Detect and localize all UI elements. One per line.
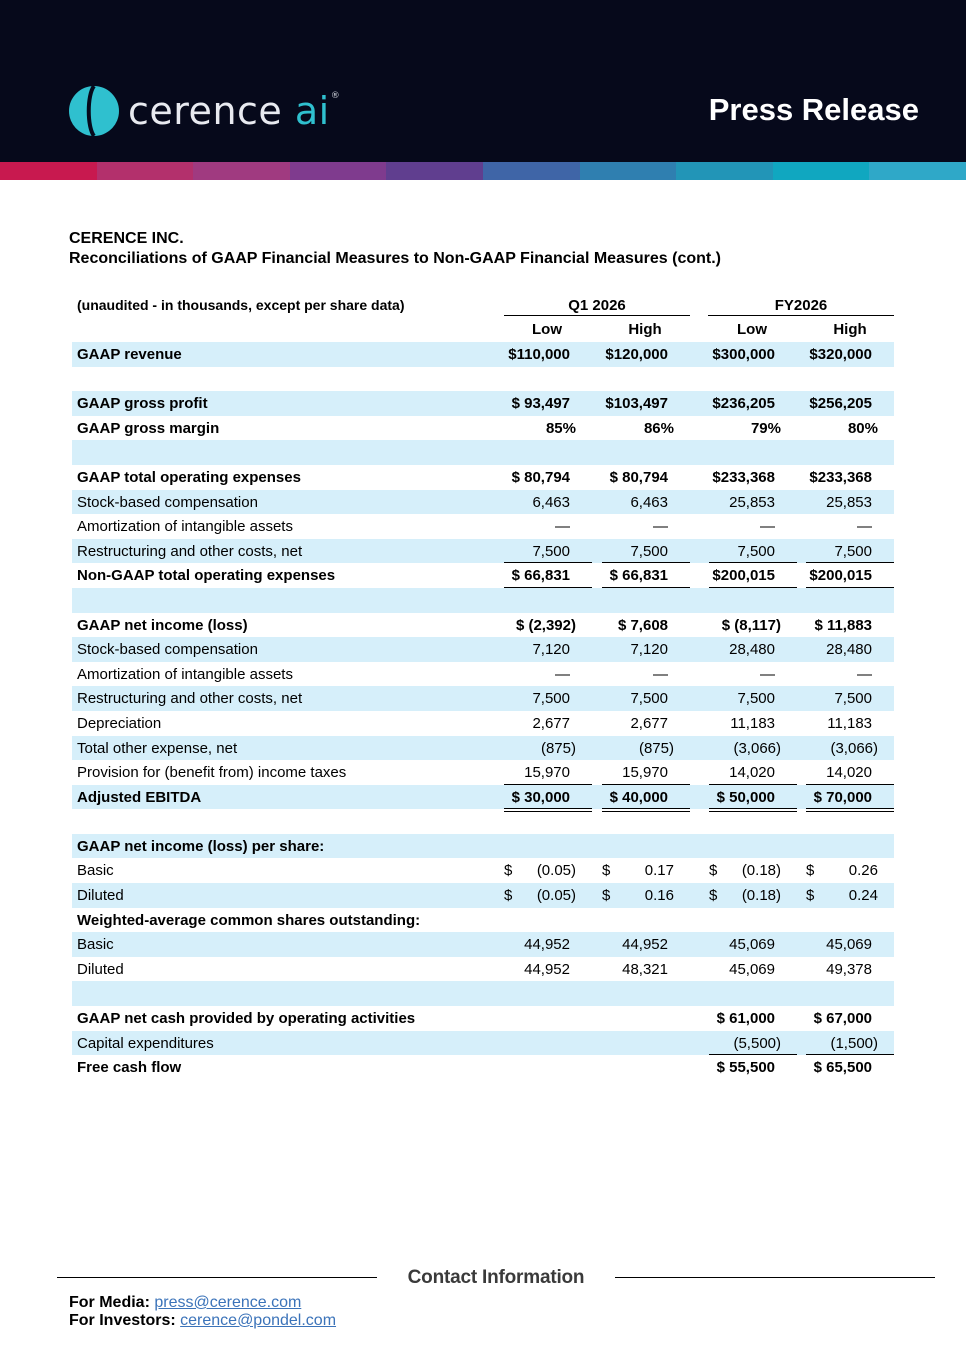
table-row bbox=[72, 711, 894, 736]
row-value: 7,500 bbox=[737, 542, 775, 560]
group-underline-q1 bbox=[504, 315, 690, 316]
row-label: Weighted-average common shares outstanding: bbox=[77, 911, 421, 929]
dollar-sign: $ bbox=[806, 887, 815, 905]
dollar-sign: $ bbox=[602, 887, 611, 905]
row-label: Stock-based compensation bbox=[77, 641, 258, 659]
band-segment bbox=[97, 162, 194, 180]
row-value: 7,500 bbox=[532, 690, 570, 708]
company-name: CERENCE INC. bbox=[69, 230, 184, 247]
row-value: 11,183 bbox=[827, 714, 872, 732]
row-label: Amortization of intangible assets bbox=[77, 665, 293, 683]
row-value: — bbox=[857, 665, 872, 683]
table-row bbox=[72, 367, 894, 392]
row-value: $103,497 bbox=[605, 395, 668, 413]
row-label: Basic bbox=[77, 936, 114, 954]
row-value: 44,952 bbox=[524, 936, 570, 954]
dollar-sign: $ bbox=[602, 862, 611, 880]
band-segment bbox=[869, 162, 966, 180]
row-value: 79% bbox=[750, 419, 781, 437]
row-value: $256,205 bbox=[809, 395, 872, 413]
dollar-sign: $ bbox=[806, 862, 815, 880]
row-value: 0.16 bbox=[644, 887, 674, 905]
row-label: Stock-based compensation bbox=[77, 493, 258, 511]
row-value: (1,500) bbox=[830, 1034, 878, 1052]
page-title: Press Release bbox=[708, 92, 919, 127]
row-value: $ (8,117) bbox=[721, 616, 781, 634]
row-value: (875) bbox=[638, 739, 674, 757]
row-value: 15,970 bbox=[524, 764, 570, 782]
media-label: For Media: bbox=[69, 1294, 150, 1311]
table-row bbox=[72, 391, 894, 416]
row-value: 2,677 bbox=[630, 714, 668, 732]
row-label: GAAP gross profit bbox=[77, 395, 208, 413]
table-row bbox=[72, 736, 894, 761]
row-label: Provision for (benefit from) income taxes bbox=[77, 764, 347, 782]
group-header-q1: Q1 2026 bbox=[568, 297, 626, 314]
col-header-fy-low: Low bbox=[737, 321, 767, 338]
table-row bbox=[72, 1031, 894, 1056]
row-value: (875) bbox=[540, 739, 576, 757]
row-label: GAAP net cash provided by operating activities bbox=[77, 1010, 416, 1028]
row-value: (5,500) bbox=[733, 1034, 781, 1052]
row-value: (0.05) bbox=[536, 887, 576, 905]
table-row bbox=[72, 908, 894, 933]
row-label: GAAP net income (loss) bbox=[77, 616, 248, 634]
row-label: Diluted bbox=[77, 960, 124, 978]
color-band bbox=[0, 162, 966, 180]
row-value: 0.24 bbox=[848, 887, 878, 905]
table-row bbox=[72, 809, 894, 834]
row-value: $ 55,500 bbox=[716, 1059, 775, 1077]
row-value: $120,000 bbox=[605, 346, 668, 363]
row-value: $ 61,000 bbox=[716, 1010, 775, 1028]
row-value: — bbox=[653, 665, 668, 683]
band-segment bbox=[386, 162, 483, 180]
contact-title: Contact Information bbox=[407, 1267, 585, 1288]
row-value: $ 40,000 bbox=[609, 788, 668, 806]
table-row bbox=[72, 858, 894, 883]
table-row bbox=[72, 834, 894, 859]
row-value: $ 7,608 bbox=[617, 616, 668, 634]
row-value: — bbox=[857, 518, 872, 536]
table-row bbox=[72, 1055, 894, 1080]
row-value: $ 66,831 bbox=[609, 567, 668, 585]
band-segment bbox=[483, 162, 580, 180]
row-value: — bbox=[555, 665, 570, 683]
table-row bbox=[72, 588, 894, 613]
table-row bbox=[72, 490, 894, 515]
row-value: 7,500 bbox=[532, 542, 570, 560]
row-value: $ (2,392) bbox=[515, 616, 576, 634]
row-value: 80% bbox=[847, 419, 878, 437]
row-value: $ 80,794 bbox=[609, 468, 668, 486]
divider-left bbox=[57, 1277, 377, 1278]
row-value: $ 93,497 bbox=[511, 395, 570, 413]
row-label: Adjusted EBITDA bbox=[77, 788, 202, 806]
col-header-q1-high: High bbox=[628, 321, 662, 338]
band-segment bbox=[290, 162, 387, 180]
row-value: 0.26 bbox=[848, 862, 878, 880]
row-value: 7,500 bbox=[834, 542, 872, 560]
cerence-mark-icon bbox=[68, 85, 120, 137]
divider-right bbox=[615, 1277, 935, 1278]
table-row bbox=[72, 563, 894, 588]
row-value: 7,500 bbox=[737, 690, 775, 708]
investors-email-link[interactable]: cerence@pondel.com bbox=[180, 1312, 337, 1329]
media-contact bbox=[69, 1294, 301, 1312]
row-value: $110,000 bbox=[508, 346, 570, 363]
row-value: — bbox=[760, 665, 775, 683]
band-segment bbox=[580, 162, 677, 180]
row-label: GAAP net income (loss) per share: bbox=[77, 837, 325, 855]
row-value: 28,480 bbox=[729, 641, 775, 659]
table-row bbox=[72, 514, 894, 539]
row-label: Restructuring and other costs, net bbox=[77, 690, 303, 708]
band-segment bbox=[193, 162, 290, 180]
row-value: $233,368 bbox=[712, 468, 775, 486]
group-header-fy: FY2026 bbox=[774, 297, 828, 314]
row-value: 6,463 bbox=[630, 493, 668, 511]
row-value: 7,120 bbox=[630, 641, 668, 659]
row-value: 14,020 bbox=[826, 764, 872, 782]
row-value: $ 67,000 bbox=[813, 1010, 872, 1028]
row-value: 44,952 bbox=[622, 936, 668, 954]
row-label: GAAP revenue bbox=[77, 346, 182, 363]
table-row bbox=[72, 760, 894, 785]
row-value: 48,321 bbox=[622, 960, 668, 978]
investors-contact bbox=[69, 1312, 336, 1330]
row-label: GAAP total operating expenses bbox=[77, 468, 301, 486]
row-value: (0.18) bbox=[741, 862, 781, 880]
row-label: Basic bbox=[77, 862, 114, 880]
row-value: $320,000 bbox=[809, 346, 872, 363]
row-value: $200,015 bbox=[809, 567, 872, 585]
table-row bbox=[72, 883, 894, 908]
row-value: 7,500 bbox=[834, 690, 872, 708]
row-value: 45,069 bbox=[729, 936, 775, 954]
row-value: $ 66,831 bbox=[511, 567, 570, 585]
row-value: 45,069 bbox=[826, 936, 872, 954]
table-row bbox=[72, 342, 894, 367]
row-value: 25,853 bbox=[826, 493, 872, 511]
row-value: — bbox=[555, 518, 570, 536]
row-label: GAAP gross margin bbox=[77, 419, 220, 437]
row-value: 2,677 bbox=[532, 714, 570, 732]
band-segment bbox=[0, 162, 97, 180]
row-value: — bbox=[760, 518, 775, 536]
row-label: Free cash flow bbox=[77, 1059, 182, 1077]
row-value: 7,500 bbox=[630, 690, 668, 708]
row-value: (0.05) bbox=[536, 862, 576, 880]
band-segment bbox=[773, 162, 870, 180]
table-row bbox=[72, 416, 894, 441]
row-value: 25,853 bbox=[729, 493, 775, 511]
row-label: Depreciation bbox=[77, 714, 162, 732]
row-value: 11,183 bbox=[730, 714, 775, 732]
table-row bbox=[72, 1006, 894, 1031]
row-value: 86% bbox=[643, 419, 674, 437]
header-banner bbox=[0, 0, 966, 162]
row-value: (3,066) bbox=[830, 739, 878, 757]
cerence-logo bbox=[68, 85, 340, 137]
col-header-q1-low: Low bbox=[532, 321, 562, 338]
row-value: — bbox=[653, 518, 668, 536]
band-segment bbox=[676, 162, 773, 180]
table-row bbox=[72, 637, 894, 662]
dollar-sign: $ bbox=[504, 887, 513, 905]
row-label: Restructuring and other costs, net bbox=[77, 542, 303, 560]
dollar-sign: $ bbox=[709, 887, 718, 905]
row-value: 45,069 bbox=[729, 960, 775, 978]
row-value: $233,368 bbox=[809, 468, 872, 486]
table-row bbox=[72, 957, 894, 982]
report-subtitle: Reconciliations of GAAP Financial Measures to Non-GAAP Financial Measures (cont.) bbox=[69, 250, 721, 267]
row-value: 7,120 bbox=[532, 641, 570, 659]
group-underline-fy bbox=[708, 315, 894, 316]
table-note: (unaudited - in thousands, except per share data) bbox=[77, 297, 405, 313]
table-row bbox=[72, 662, 894, 687]
row-value: 85% bbox=[545, 419, 576, 437]
row-value: 14,020 bbox=[729, 764, 775, 782]
dollar-sign: $ bbox=[709, 862, 718, 880]
row-value: $300,000 bbox=[712, 346, 775, 363]
row-label: Amortization of intangible assets bbox=[77, 518, 293, 536]
table-row bbox=[72, 539, 894, 564]
table-row bbox=[72, 440, 894, 465]
table-row bbox=[72, 465, 894, 490]
row-value: 28,480 bbox=[826, 641, 872, 659]
logo-wordmark: cerence ai® bbox=[128, 89, 341, 133]
row-value: $200,015 bbox=[712, 567, 775, 585]
table-row bbox=[72, 613, 894, 638]
row-value: (3,066) bbox=[733, 739, 781, 757]
row-value: 49,378 bbox=[826, 960, 872, 978]
col-header-fy-high: High bbox=[833, 321, 867, 338]
row-value: $ 65,500 bbox=[813, 1059, 872, 1077]
dollar-sign: $ bbox=[504, 862, 513, 880]
media-email-link[interactable]: press@cerence.com bbox=[154, 1294, 302, 1311]
row-value: 15,970 bbox=[622, 764, 668, 782]
row-label: Total other expense, net bbox=[77, 739, 238, 757]
table-row bbox=[72, 686, 894, 711]
row-value: 6,463 bbox=[532, 493, 570, 511]
investors-label: For Investors: bbox=[69, 1312, 176, 1329]
row-value: $236,205 bbox=[712, 395, 775, 413]
table-row bbox=[72, 981, 894, 1006]
table-row bbox=[72, 932, 894, 957]
table-row bbox=[72, 785, 894, 810]
row-label: Diluted bbox=[77, 887, 124, 905]
row-value: 44,952 bbox=[524, 960, 570, 978]
row-value: $ 80,794 bbox=[511, 468, 570, 486]
row-value: (0.18) bbox=[741, 887, 781, 905]
row-label: Capital expenditures bbox=[77, 1034, 214, 1052]
reconciliation-table bbox=[72, 342, 894, 1080]
row-value: 0.17 bbox=[644, 862, 674, 880]
row-value: $ 11,883 bbox=[814, 616, 872, 634]
row-label: Non-GAAP total operating expenses bbox=[77, 567, 336, 585]
row-value: $ 50,000 bbox=[716, 788, 775, 806]
row-value: $ 70,000 bbox=[813, 788, 872, 806]
row-value: $ 30,000 bbox=[511, 788, 570, 806]
row-value: 7,500 bbox=[630, 542, 668, 560]
